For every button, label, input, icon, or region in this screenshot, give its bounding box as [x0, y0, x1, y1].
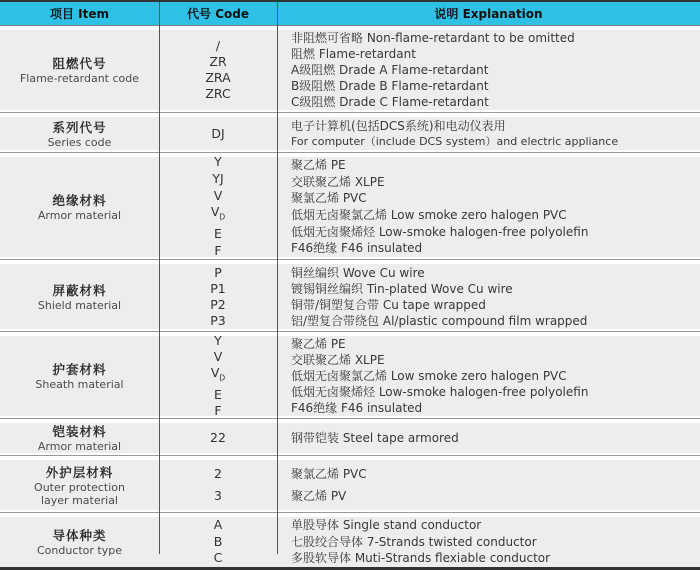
code-value: P3 — [210, 312, 226, 328]
explanation-line: 低烟无卤聚氯乙烯 Low smoke zero halogen PVC — [291, 369, 567, 383]
explanation-cell — [277, 117, 700, 150]
code-cell — [159, 333, 277, 418]
code-cell — [159, 517, 277, 567]
explanation-line: 低烟无卤聚烯烃 Low-smoke halogen-free polyolefin — [291, 224, 589, 239]
table-row-armor-material — [0, 423, 700, 453]
explanation-line: 交联聚乙烯 XLPE — [291, 174, 385, 189]
explanation-line: 聚乙烯 PE — [291, 158, 346, 173]
code-subscript: D — [219, 212, 226, 222]
item-label-zh: 导体种类 — [52, 528, 107, 543]
explanation-line: 镀锡铜丝编织 Tin-plated Wove Cu wire — [291, 281, 513, 296]
item-label-en: Armor material — [37, 440, 122, 453]
code-value: / — [215, 38, 221, 53]
table-row-flame-retardant-code — [0, 30, 700, 110]
code-value: DJ — [211, 125, 225, 141]
item-cell — [0, 264, 159, 329]
explanation-cell — [277, 264, 700, 329]
table-row-shield-material — [0, 264, 700, 329]
code-value: F — [214, 402, 222, 418]
explanation-line: 多股软导体 Muti-Strands flexiable conductor — [291, 551, 551, 566]
code-value: A — [213, 517, 223, 533]
explanation-cell — [277, 157, 700, 257]
table-row-insulation-material — [0, 154, 700, 258]
table-header-row — [0, 2, 700, 26]
explanation-line: F46绝缘 F46 insulated — [291, 241, 423, 256]
code-value: E — [214, 226, 222, 242]
explanation-cell — [277, 336, 700, 416]
code-value: 22 — [210, 430, 226, 445]
code-value: ZR — [209, 54, 227, 69]
item-label-zh: 系列代号 — [52, 119, 107, 135]
table-row-outer-protection-layer — [0, 460, 700, 510]
code-value: YJ — [212, 171, 224, 187]
item-label-zh: 绝缘材料 — [52, 193, 107, 208]
code-cell — [159, 30, 277, 110]
code-value-subscripted — [211, 204, 225, 226]
item-label-zh: 屏蔽材料 — [52, 282, 107, 298]
code-value: Y — [214, 333, 222, 349]
item-cell — [0, 423, 159, 453]
column-divider-2 — [277, 2, 278, 554]
explanation-line: 低烟无卤聚氯乙烯 Low smoke zero halogen PVC — [291, 208, 567, 222]
code-value: E — [214, 386, 222, 402]
header-explanation: 说明 Explanation — [434, 7, 543, 21]
code-value: Y — [214, 154, 222, 170]
code-cell — [159, 460, 277, 510]
code-value: ZRA — [205, 70, 231, 85]
explanation-line: 单股导体 Single stand conductor — [291, 518, 482, 533]
column-divider-1 — [159, 2, 160, 554]
code-cell — [159, 154, 277, 258]
header-item: 项目 Item — [49, 7, 110, 21]
header-code: 代号 Code — [187, 7, 249, 21]
explanation-line: 电子计算机(包括DCS系统)和电动仪表用 — [291, 118, 506, 133]
code-value: V — [213, 187, 223, 203]
code-value: P — [214, 264, 222, 280]
code-cell — [159, 117, 277, 150]
item-label-en: Series code — [47, 135, 112, 149]
item-cell — [0, 157, 159, 257]
explanation-line: 交联聚乙烯 XLPE — [291, 353, 385, 367]
item-label-en: Sheath material — [35, 378, 124, 391]
item-label-zh: 铠装材料 — [52, 424, 107, 439]
explanation-line: 聚乙烯 PE — [291, 337, 346, 351]
explanation-line: A级阻燃 Drade A Flame-retardant — [291, 63, 489, 77]
code-value: C — [213, 550, 223, 566]
code-value: ZRC — [205, 86, 231, 101]
explanation-line: 阻燃 Flame-retardant — [291, 47, 416, 61]
explanation-line: 聚氯乙烯 PVC — [291, 467, 367, 481]
code-cell — [159, 423, 277, 453]
code-cell — [159, 264, 277, 329]
explanation-line: B级阻燃 Drade B Flame-retardant — [291, 79, 489, 93]
explanation-line: 铜丝编织 Wove Cu wire — [291, 265, 425, 280]
explanation-line: 非阻燃可省略 Non-flame-retardant to be omitted — [291, 31, 575, 45]
explanation-line: 低烟无卤聚烯烃 Low-smoke halogen-free polyolefin — [291, 385, 589, 399]
code-value: P2 — [210, 296, 226, 312]
item-label-en: Armor material — [37, 209, 122, 222]
explanation-cell — [277, 460, 700, 510]
item-label-zh: 外护层材料 — [45, 464, 114, 480]
explanation-cell — [277, 423, 700, 453]
code-value: P1 — [210, 280, 226, 296]
item-label-en: Flame-retardant code — [19, 72, 140, 85]
item-label-en: Shield material — [37, 298, 122, 312]
explanation-cell — [277, 30, 700, 110]
item-cell — [0, 30, 159, 110]
explanation-line: 钢带铠装 Steel tape armored — [291, 431, 459, 445]
item-label-en: Outer protection layer material — [34, 480, 125, 507]
explanation-line: 聚乙烯 PV — [291, 489, 347, 503]
item-cell — [0, 460, 159, 510]
table-row-sheath-material — [0, 333, 700, 418]
item-cell — [0, 117, 159, 150]
item-cell — [0, 517, 159, 567]
explanation-line: 铜带/铜塑复合带 Cu tape wrapped — [291, 297, 486, 312]
table-row-series-code — [0, 117, 700, 150]
item-label-zh: 护套材料 — [52, 362, 107, 377]
explanation-line: 聚氯乙烯 PVC — [291, 191, 367, 206]
table-row-conductor-type — [0, 517, 700, 567]
code-value: F — [214, 242, 222, 258]
explanation-line: 铝/塑复合带绕包 Al/plastic compound film wrapped — [291, 313, 588, 328]
explanation-line: F46绝缘 F46 insulated — [291, 401, 423, 415]
code-base: V — [210, 204, 220, 220]
code-base: V — [210, 365, 220, 381]
code-value-subscripted — [211, 365, 225, 387]
explanation-line: For computer（include DCS system）and electric appliance — [291, 134, 619, 148]
code-value: V — [213, 349, 223, 365]
explanation-line: C级阻燃 Drade C Flame-retardant — [291, 95, 489, 109]
code-value: 3 — [214, 488, 222, 503]
code-value: 2 — [214, 466, 222, 481]
explanation-line: 七股绞合导体 7-Strands twisted conductor — [291, 534, 537, 549]
item-label-en: Conductor type — [36, 544, 123, 557]
item-label-zh: 阻燃代号 — [52, 56, 107, 71]
explanation-cell — [277, 517, 700, 567]
item-cell — [0, 336, 159, 416]
code-value: B — [213, 533, 223, 549]
code-subscript: D — [219, 373, 226, 383]
